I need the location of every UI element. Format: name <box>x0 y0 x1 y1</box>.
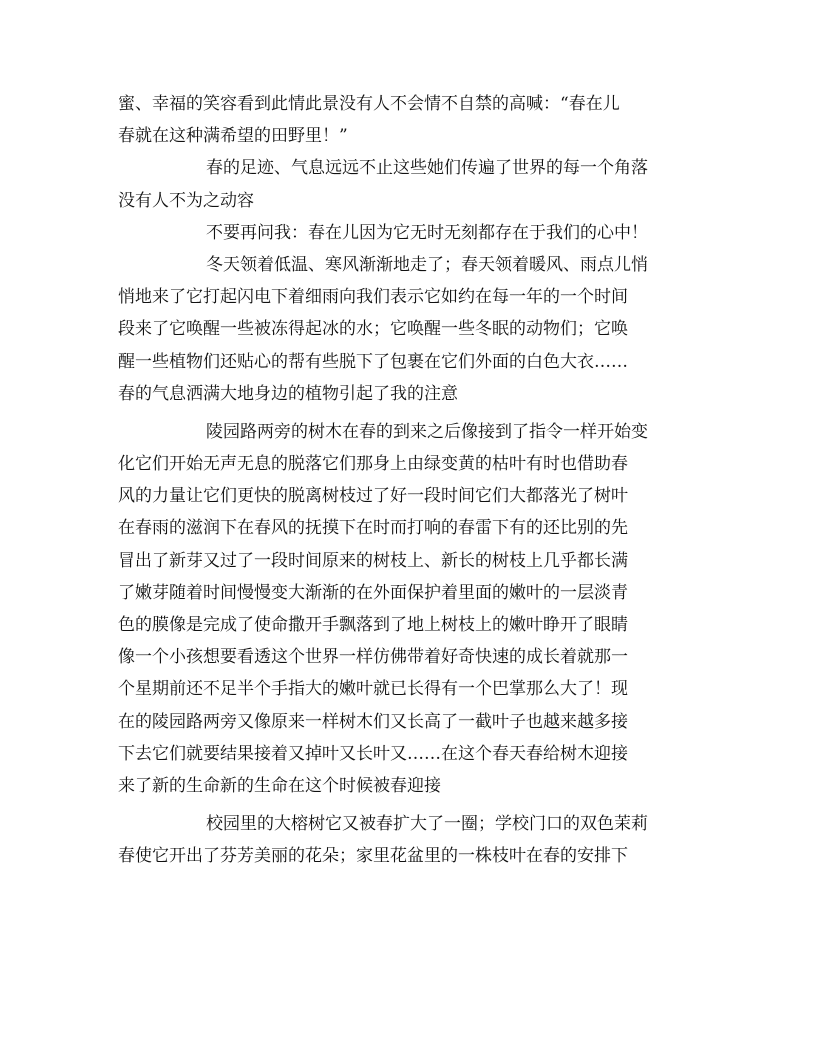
text-line: 没有人不为之动容 <box>118 190 254 211</box>
text-line: 风的力量让它们更快的脱离树枝过了好一段时间它们大都落光了树叶 <box>118 486 628 507</box>
text-line: 段来了它唤醒一些被冻得起冰的水；它唤醒一些冬眠的动物们；它唤 <box>118 319 628 340</box>
text-line: 醒一些植物们还贴心的帮有些脱下了包裹在它们外面的白色大衣…… <box>118 351 628 372</box>
paragraph-line: 不要再问我：春在儿因为它无时无刻都存在于我们的心中！ <box>206 222 648 243</box>
paragraph-line: 冬天领着低温、寒风渐渐地走了；春天领着暖风、雨点儿悄 <box>206 254 648 275</box>
paragraph-line: 校园里的大榕树它又被春扩大了一圈；学校门口的双色茉莉 <box>206 814 648 835</box>
text-line: 蜜、幸福的笑容看到此情此景没有人不会情不自禁的高喊：“春在儿 <box>118 94 620 114</box>
text-line: 在春雨的滋润下在春风的抚摸下在时而打响的春雷下有的还比别的先 <box>118 518 628 539</box>
text-line: 春的气息洒满大地身边的植物引起了我的注意 <box>118 383 458 404</box>
text-line: 春使它开出了芬芳美丽的花朵；家里花盆里的一株枝叶在春的安排下 <box>118 846 628 867</box>
text-line: 悄地来了它打起闪电下着细雨向我们表示它如约在每一年的一个时间 <box>118 287 628 308</box>
text-line: 色的膜像是完成了使命撒开手飘落到了地上树枝上的嫩叶睁开了眼睛 <box>118 615 628 635</box>
paragraph-line: 陵园路两旁的树木在春的到来之后像接到了指令一样开始变 <box>206 421 648 442</box>
text-line: 了嫩芽随着时间慢慢变大渐渐的在外面保护着里面的嫩叶的一层淡青 <box>118 582 628 603</box>
text-line: 化它们开始无声无息的脱落它们那身上由绿变黄的枯叶有时也借助春 <box>118 454 628 475</box>
text-line: 来了新的生命新的生命在这个时候被春迎接 <box>118 775 441 796</box>
paragraph-line: 春的足迹、气息远远不止这些她们传遍了世界的每一个角落 <box>206 158 648 179</box>
text-line: 冒出了新芽又过了一段时间原来的树枝上、新长的树枝上几乎都长满 <box>118 550 628 571</box>
text-line: 在的陵园路两旁又像原来一样树木们又长高了一截叶子也越来越多接 <box>118 711 628 732</box>
text-line: 个星期前还不足半个手指大的嫩叶就已长得有一个巴掌那么大了！现 <box>118 679 628 700</box>
document-body <box>118 88 698 873</box>
text-line: 下去它们就要结果接着又掉叶又长叶又……在这个春天春给树木迎接 <box>118 743 628 764</box>
text-line: 春就在这种满希望的田野里！” <box>118 126 348 147</box>
text-line: 像一个小孩想要看透这个世界一样仿佛带着好奇快速的成长着就那一 <box>118 647 628 668</box>
